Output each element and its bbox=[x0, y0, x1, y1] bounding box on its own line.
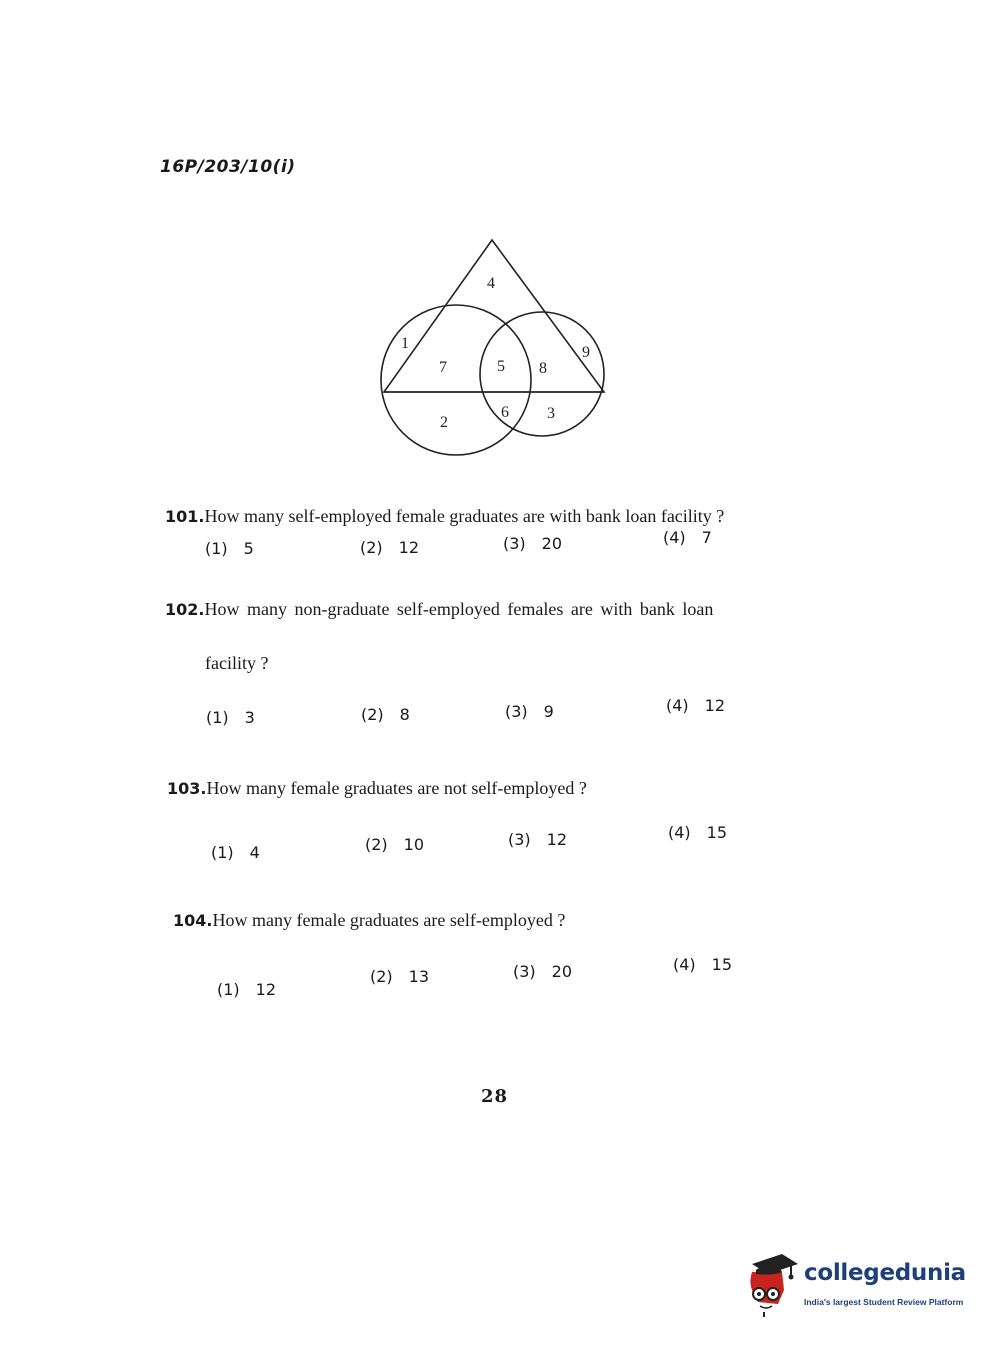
option-label: (1) bbox=[206, 708, 229, 727]
label-bottom-left: 2 bbox=[440, 414, 448, 431]
question-102 bbox=[165, 599, 713, 620]
option-101-4[interactable] bbox=[663, 528, 712, 547]
option-value: 12 bbox=[546, 830, 568, 849]
option-103-3[interactable] bbox=[508, 830, 567, 849]
logo-name: collegedunia bbox=[804, 1260, 966, 1286]
option-value: 15 bbox=[706, 823, 728, 842]
question-text: How many female graduates are self-employed ? bbox=[212, 910, 566, 930]
question-number: 102. bbox=[165, 600, 205, 619]
option-value: 20 bbox=[541, 534, 563, 553]
option-104-4[interactable] bbox=[673, 955, 732, 974]
option-label: (4) bbox=[663, 528, 686, 547]
option-102-4[interactable] bbox=[666, 696, 725, 715]
option-label: (3) bbox=[508, 830, 531, 849]
collegedunia-logo[interactable] bbox=[742, 1250, 972, 1320]
label-bottom-right: 3 bbox=[547, 405, 555, 422]
option-label: (4) bbox=[668, 823, 691, 842]
option-label: (1) bbox=[211, 843, 234, 862]
page-number: 28 bbox=[481, 1086, 509, 1107]
option-value: 4 bbox=[249, 843, 260, 862]
option-value: 5 bbox=[243, 539, 254, 558]
label-triangle-top: 4 bbox=[487, 275, 495, 292]
option-101-1[interactable] bbox=[205, 539, 254, 558]
option-label: (1) bbox=[217, 980, 240, 999]
label-left-circle-outer: 1 bbox=[401, 335, 409, 352]
venn-diagram bbox=[370, 230, 620, 470]
question-101 bbox=[165, 506, 724, 527]
option-value: 8 bbox=[399, 705, 410, 724]
label-triangle-left-circle: 7 bbox=[439, 359, 447, 376]
question-text: How many female graduates are not self-employed ? bbox=[206, 778, 587, 798]
question-102-continuation: facility ? bbox=[205, 653, 269, 673]
option-value: 15 bbox=[711, 955, 733, 974]
question-103 bbox=[167, 778, 587, 799]
option-102-2[interactable] bbox=[361, 705, 410, 724]
paper-code: 16P/203/10(i) bbox=[160, 157, 296, 177]
question-text: How many non-graduate self-employed females are with bank loan bbox=[204, 599, 714, 619]
question-number: 101. bbox=[165, 507, 205, 526]
option-value: 9 bbox=[543, 702, 554, 721]
option-101-2[interactable] bbox=[360, 538, 419, 557]
option-value: 20 bbox=[551, 962, 573, 981]
label-center: 5 bbox=[497, 358, 505, 375]
left-circle bbox=[381, 305, 531, 455]
option-label: (2) bbox=[365, 835, 388, 854]
option-102-1[interactable] bbox=[206, 708, 255, 727]
option-label: (2) bbox=[361, 705, 384, 724]
option-label: (3) bbox=[513, 962, 536, 981]
option-102-3[interactable] bbox=[505, 702, 554, 721]
question-104 bbox=[173, 910, 565, 931]
option-104-2[interactable] bbox=[370, 967, 429, 986]
option-value: 12 bbox=[255, 980, 277, 999]
option-101-3[interactable] bbox=[503, 534, 562, 553]
option-value: 12 bbox=[398, 538, 420, 557]
option-label: (2) bbox=[360, 538, 383, 557]
option-value: 3 bbox=[244, 708, 255, 727]
mascot-icon bbox=[742, 1250, 804, 1320]
option-label: (1) bbox=[205, 539, 228, 558]
option-value: 7 bbox=[701, 528, 712, 547]
option-103-2[interactable] bbox=[365, 835, 424, 854]
option-label: (2) bbox=[370, 967, 393, 986]
option-label: (4) bbox=[673, 955, 696, 974]
logo-tagline: India's largest Student Review Platform bbox=[804, 1297, 964, 1307]
question-number: 103. bbox=[167, 779, 207, 798]
option-104-1[interactable] bbox=[217, 980, 276, 999]
label-bottom-center: 6 bbox=[501, 404, 509, 421]
option-value: 10 bbox=[403, 835, 425, 854]
option-104-3[interactable] bbox=[513, 962, 572, 981]
option-label: (3) bbox=[503, 534, 526, 553]
label-right-circle-outer: 9 bbox=[582, 344, 590, 361]
option-103-1[interactable] bbox=[211, 843, 260, 862]
option-label: (4) bbox=[666, 696, 689, 715]
question-text: How many self-employed female graduates are with bank loan facility ? bbox=[204, 506, 725, 526]
option-103-4[interactable] bbox=[668, 823, 727, 842]
option-value: 12 bbox=[704, 696, 726, 715]
label-triangle-right-circle: 8 bbox=[539, 360, 547, 377]
question-number: 104. bbox=[173, 911, 213, 930]
option-value: 13 bbox=[408, 967, 430, 986]
option-label: (3) bbox=[505, 702, 528, 721]
